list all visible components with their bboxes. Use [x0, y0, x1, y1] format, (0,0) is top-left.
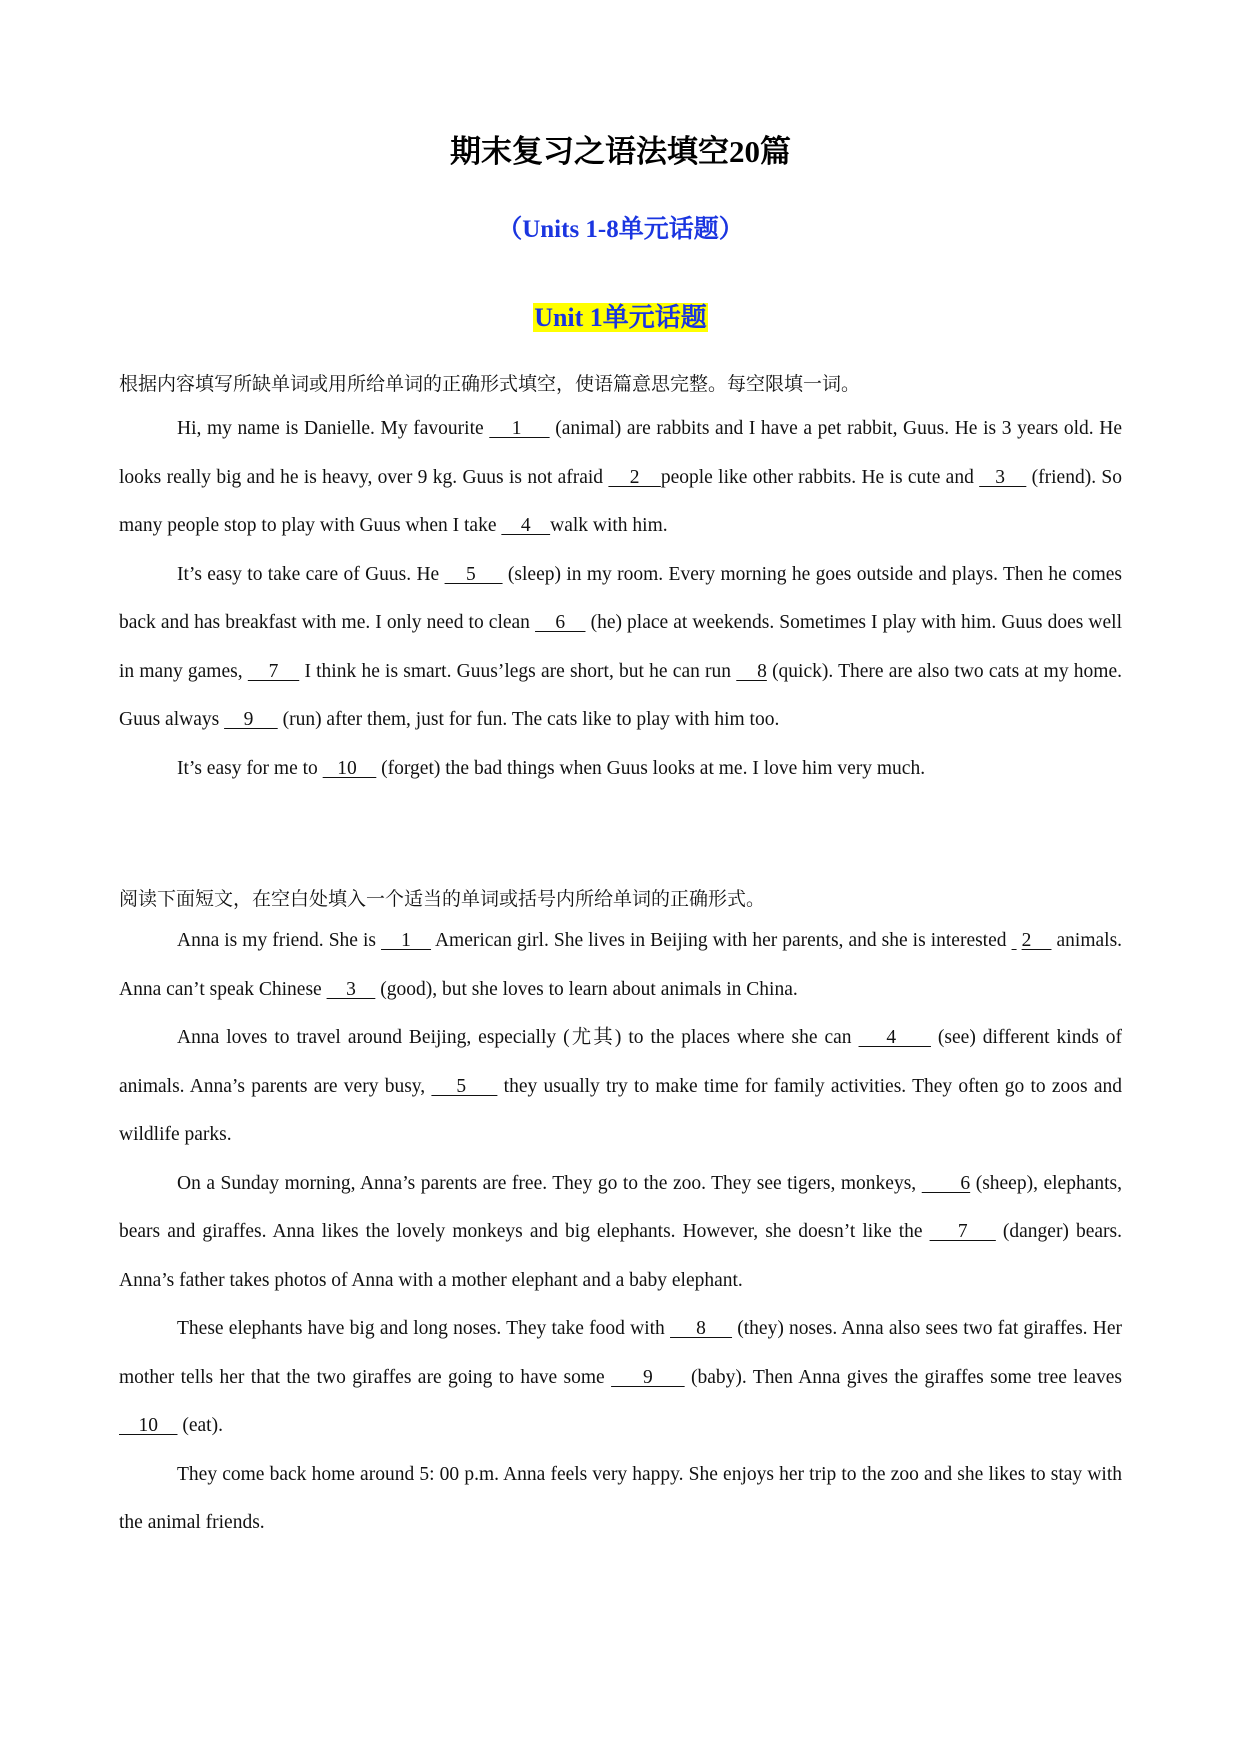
- passage-text: These elephants have big and long noses. They take food with: [177, 1318, 671, 1339]
- passage-text: (animal) are rabbits and I have a pet rabbit, Guus. He is 3 years old. He looks really big and he is heavy, over 9 kg. Guus is not afraid: [119, 418, 1122, 488]
- answer-blank: 9: [224, 709, 278, 730]
- answer-blank: 2: [608, 466, 661, 488]
- answer-blank: 6: [535, 612, 586, 633]
- answer-blank: 9: [611, 1366, 685, 1388]
- page-subtitle: （Units 1-8单元话题）: [497, 216, 744, 243]
- passage-text: (sleep) in my room. Every morning he goes outside and plays. Then he comes back and has breakfast with me. I only need to clean: [119, 563, 1123, 633]
- answer-blank: 7: [929, 1221, 996, 1242]
- answer-blank: 8: [736, 660, 767, 682]
- passage-text: (sheep), elephants, bears and giraffes. Anna likes the lovely monkeys and big elephants. However, she doesn’t like the: [119, 1172, 1123, 1242]
- answer-blank: 10: [119, 1415, 178, 1436]
- passage-paragraph: [119, 745, 1122, 794]
- answer-blank: 1: [381, 930, 432, 951]
- answer-blank: 7: [247, 660, 300, 682]
- answer-blank: 3: [979, 466, 1027, 488]
- answer-blank: 8: [670, 1318, 733, 1339]
- passage-text: (friend). So many people stop to play with Guus when I take: [119, 466, 1123, 536]
- passage-text: They come back home around 5: 00 p.m. Anna feels very happy. She enjoys her trip to the zoo and she likes to stay with the animal friends.: [119, 1463, 1122, 1533]
- answer-blank: 10: [322, 757, 377, 779]
- answer-blank: 4: [858, 1027, 931, 1048]
- unit-heading-text: Unit 1单元话题: [534, 303, 707, 332]
- answer-blank: [1012, 930, 1017, 951]
- passage-text: (baby). Then Anna gives the giraffes some tree leaves: [684, 1366, 1122, 1388]
- passage-text: (eat).: [177, 1415, 223, 1436]
- passage-text: It’s easy for me to: [177, 757, 323, 779]
- unit-heading: [0, 298, 1241, 338]
- passage-text: I think he is smart. Guus’legs are short, but he can run: [299, 660, 737, 682]
- passage-text: Anna loves to travel around Beijing, especially (尤其) to the places where she can: [177, 1027, 859, 1048]
- passage-text: It’s easy to take care of Guus. He: [177, 563, 445, 585]
- section1-passage: [119, 405, 1122, 793]
- section2-passage: [119, 917, 1122, 1548]
- answer-blank: 2: [1021, 930, 1052, 951]
- answer-blank: 5: [444, 563, 503, 585]
- answer-blank: 6: [921, 1172, 971, 1194]
- passage-text: Anna is my friend. She is: [177, 930, 382, 951]
- passage-text: (good), but she loves to learn about animals in China.: [375, 978, 798, 1000]
- passage-text: (see) different kinds of animals. Anna’s parents are very busy,: [119, 1027, 1122, 1097]
- passage-paragraph: [119, 551, 1122, 745]
- answer-blank: 4: [501, 515, 551, 536]
- passage-text: Hi, my name is Danielle. My favourite: [177, 418, 490, 439]
- page-title: 期末复习之语法填空20篇: [450, 134, 791, 169]
- passage-paragraph: [119, 1451, 1122, 1548]
- passage-paragraph: [119, 405, 1122, 551]
- section1-instruction: 根据内容填写所缺单词或用所给单词的正确形式填空，使语篇意思完整。每空限填一词。: [119, 374, 861, 395]
- passage-paragraph: [119, 1305, 1122, 1451]
- passage-text: (he) place at weekends. Sometimes I play with him. Guus does well in many games,: [119, 612, 1122, 682]
- passage-text: (danger) bears. Anna’s father takes photos of Anna with a mother elephant and a baby elephant.: [119, 1221, 1123, 1291]
- passage-text: people like other rabbits. He is cute and: [660, 466, 980, 488]
- passage-text: animals. Anna can’t speak Chinese: [119, 930, 1123, 1000]
- passage-text: they usually try to make time for family activities. They often go to zoos and wildlife parks.: [119, 1075, 1123, 1145]
- passage-text: (run) after them, just for fun. The cats like to play with him too.: [277, 709, 780, 730]
- passage-paragraph: [119, 1014, 1122, 1160]
- passage-paragraph: [119, 1160, 1122, 1306]
- answer-blank: 1: [489, 418, 550, 439]
- passage-text: (forget) the bad things when Guus looks at me. I love him very much.: [376, 757, 926, 779]
- passage-text: (quick). There are also two cats at my home. Guus always: [119, 660, 1123, 730]
- passage-paragraph: [119, 917, 1122, 1014]
- passage-text: (they) noses. Anna also sees two fat giraffes. Her mother tells her that the two giraffes are going to have some: [119, 1318, 1122, 1388]
- passage-text: American girl. She lives in Beijing with her parents, and she is interested: [431, 930, 1012, 951]
- answer-blank: 3: [326, 978, 376, 1000]
- section2-instruction: 阅读下面短文，在空白处填入一个适当的单词或括号内所给单词的正确形式。: [119, 889, 766, 910]
- passage-text: On a Sunday morning, Anna’s parents are free. They go to the zoo. They see tigers, monkeys,: [177, 1172, 922, 1194]
- answer-blank: 5: [431, 1075, 498, 1097]
- passage-text: walk with him.: [550, 515, 668, 536]
